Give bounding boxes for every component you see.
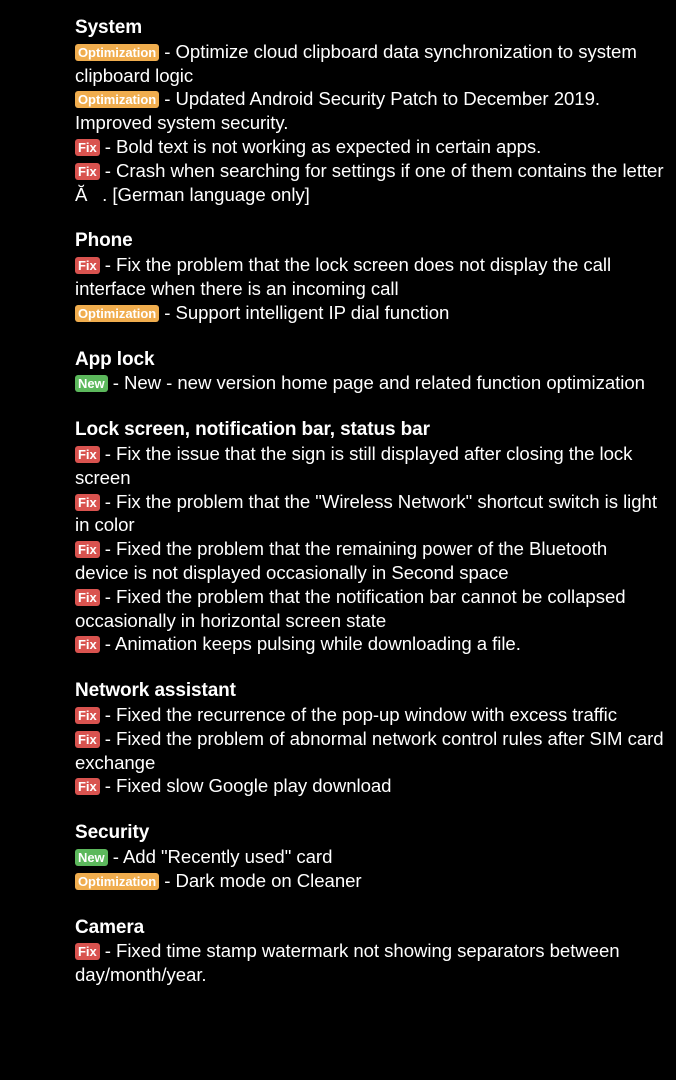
section-phone (75, 229, 665, 324)
item-text: - Fixed the problem that the notification bar cannot be collapsed occasionally in horizontal screen state (75, 585, 626, 631)
fix-badge: Fix (75, 139, 100, 156)
item-text: - Fixed the problem that the remaining power of the Bluetooth device is not displayed occasionally in Second space (75, 538, 608, 583)
section-title: Network assistant (75, 680, 236, 702)
item-text: - Fixed slow Google play download (99, 775, 392, 797)
item-text: - Fix the problem that the "Wireless Network" shortcut switch is light in color (75, 490, 657, 536)
fix-badge: Fix (75, 943, 100, 960)
list-item (75, 727, 665, 775)
list-item (75, 87, 665, 135)
list-item (75, 537, 665, 585)
fix-badge: Fix (75, 589, 100, 606)
item-text: - Add "Recently used" card (107, 845, 333, 867)
list-item (75, 490, 665, 538)
item-text: - Fixed the problem of abnormal network control rules after SIM card exchange (75, 727, 664, 773)
list-item (75, 301, 665, 325)
list-item (75, 371, 665, 395)
fix-badge: Fix (75, 731, 100, 748)
new-badge: New (75, 849, 108, 866)
fix-badge: Fix (75, 446, 100, 463)
changelog (75, 16, 665, 1010)
list-item (75, 40, 665, 88)
section-security (75, 821, 665, 892)
list-item (75, 774, 665, 798)
list-item (75, 442, 665, 490)
section-lock-screen (75, 418, 665, 656)
fix-badge: Fix (75, 541, 100, 558)
item-text: - Dark mode on Cleaner (159, 869, 362, 891)
item-text: - Crash when searching for settings if one of them contains the letter Ă. [German language only] (75, 159, 664, 205)
optimization-badge: Optimization (75, 44, 159, 61)
item-text: - Support intelligent IP dial function (159, 301, 450, 323)
section-title: Phone (75, 230, 133, 252)
list-item (75, 253, 665, 301)
section-system (75, 16, 665, 206)
optimization-badge: Optimization (75, 91, 159, 108)
item-text: - New - new version home page and related function optimization (107, 372, 645, 394)
new-badge: New (75, 375, 108, 392)
fix-badge: Fix (75, 707, 100, 724)
item-text: - Updated Android Security Patch to December 2019. Improved system security. (75, 88, 600, 134)
item-text: - Bold text is not working as expected in certain apps. (99, 135, 542, 157)
section-title: Security (75, 822, 150, 844)
list-item (75, 869, 665, 893)
list-item (75, 845, 665, 869)
fix-badge: Fix (75, 257, 100, 274)
item-text: - Fixed time stamp watermark not showing separators between day/month/year. (75, 940, 620, 986)
list-item (75, 632, 665, 656)
item-text: - Fixed the recurrence of the pop-up window with excess traffic (99, 703, 617, 725)
section-title: System (75, 17, 142, 38)
fix-badge: Fix (75, 778, 100, 795)
item-text: - Fix the issue that the sign is still displayed after closing the lock screen (75, 442, 633, 488)
section-network-assistant (75, 679, 665, 798)
section-title: Camera (75, 916, 145, 938)
section-camera (75, 916, 665, 987)
item-text: - Fix the problem that the lock screen does not display the call interface when there is an incoming call (75, 254, 612, 299)
list-item (75, 585, 665, 633)
list-item (75, 135, 665, 159)
section-title: App lock (75, 348, 155, 370)
fix-badge: Fix (75, 494, 100, 511)
list-item (75, 703, 665, 727)
section-app-lock (75, 348, 665, 396)
fix-badge: Fix (75, 163, 100, 180)
item-text: - Optimize cloud clipboard data synchronization to system clipboard logic (75, 40, 637, 86)
list-item (75, 939, 665, 987)
section-title: Lock screen, notification bar, status bar (75, 419, 430, 441)
fix-badge: Fix (75, 636, 100, 653)
list-item (75, 159, 665, 207)
optimization-badge: Optimization (75, 873, 159, 890)
item-text: - Animation keeps pulsing while downloading a file. (99, 633, 521, 655)
optimization-badge: Optimization (75, 305, 159, 322)
